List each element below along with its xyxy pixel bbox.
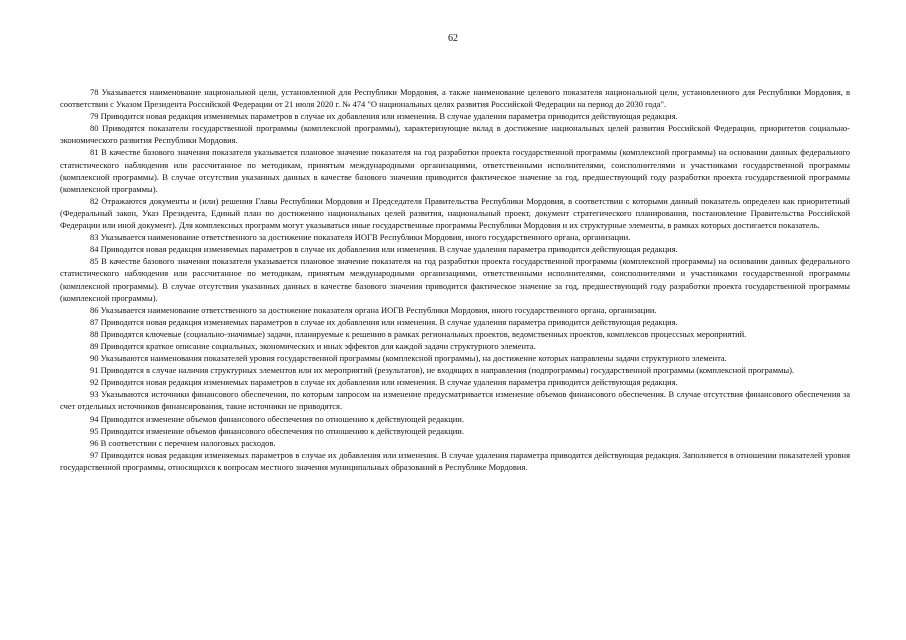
- footnote-79: 79 Приводится новая редакция изменяемых параметров в случае их добавления или изменения. В случае удаления параметра приводится действующая редакция.: [90, 111, 678, 122]
- footnote-82: 82 Отражаются документы и (или) решения Главы Республики Мордовия и Председателя Правительства Республики Мордовия, в соответствии с которыми данный показатель определен как приоритетный (Федеральный закон, Указ Президента, Единый план по достижению национальных целей развития, национальный проект, документ стратегического планирования, постановление Правительства Российской Федерации или иной документ). Для комплексных программ могут указываться иные государственные программы Республики Мордовия и их структурные элементы, в рамках которых достигается показатель.: [60, 195, 850, 231]
- footnote-84: 84 Приводится новая редакция изменяемых параметров в случае их добавления или изменения. В случае удаления параметра приводится действующая редакция.: [90, 244, 678, 255]
- footnote-83: 83 Указывается наименование ответственного за достижение показателя ИОГВ Республики Мордовия, иного государственного органа, организации.: [90, 232, 631, 243]
- footnote-81: 81 В качестве базового значения показателя указывается плановое значение показателя на год разработки проекта государственной программы (комплексной программы) на основании данных федерального статистического наблюдения или рассчитанное по методикам, принятым международными организациями, ответственными исполнителями, соисполнителями и участниками государственной программы (комплексной программы). В случае отсутствия указанных данных в качестве базового значения приводится фактическое значение за год, предшествующий году разработки проекта государственной программы (комплексной программы).: [60, 147, 850, 194]
- footnote-95: 95 Приводится изменение объемов финансового обеспечения по отношению к действующей редакции.: [90, 425, 464, 436]
- footnote-80: 80 Приводятся показатели государственной программы (комплексной программы), характеризующие вклад в достижение национальных целей развития Российской Федерации, приоритетов социально-экономического развития Республики Мордовия.: [60, 123, 850, 146]
- footnote-92: 92 Приводится новая редакция изменяемых параметров в случае их добавления или изменения. В случае удаления параметра приводится действующая редакция.: [90, 377, 678, 388]
- footnote-91: 91 Приводится в случае наличия структурных элементов или их мероприятий (результатов), не входящих в направления (подпрограммы) государственной программы (комплексной программы).: [90, 365, 795, 376]
- footnote-94: 94 Приводится изменение объемов финансового обеспечения по отношению к действующей редакции.: [90, 413, 464, 424]
- footnotes-block: [60, 86, 850, 473]
- page-number: 62: [448, 33, 458, 44]
- footnote-78: 78 Указывается наименование национальной цели, установленной для Республики Мордовия, а также наименование целевого показателя национальной цели, установленного для Республики Мордовия, в соответствии с Указом Президента Российской Федерации от 21 июля 2020 г. № 474 "О национальных целях развития Российской Федерации на период до 2030 года".: [60, 87, 850, 110]
- footnote-96: 96 В соответствии с перечнем налоговых расходов.: [90, 437, 276, 448]
- footnote-89: 89 Приводится краткое описание социальных, экономических и иных эффектов для каждой задачи структурного элемента.: [90, 340, 536, 351]
- footnote-97: 97 Приводится новая редакция изменяемых параметров в случае их добавления или изменения. В случае удаления параметра приводится действующая редакция. Заполняется в отношении показателей уровня государственной программы, относящихся к вопросам местного значения муниципальных образований в Республике Мордовия.: [60, 449, 850, 472]
- footnote-90: 90 Указываются наименования показателей уровня государственной программы (комплексной программы), на достижение которых направлены задачи структурного элемента.: [90, 353, 727, 364]
- footnote-87: 87 Приводится новая редакция изменяемых параметров в случае их добавления или изменения. В случае удаления параметра приводится действующая редакция.: [90, 316, 678, 327]
- footnote-88: 88 Приводятся ключевые (социально-значимые) задачи, планируемые к решению в рамках региональных проектов, ведомственных проектов, комплексов процессных мероприятий.: [90, 328, 747, 339]
- footnote-86: 86 Указывается наименование ответственного за достижение показателя органа ИОГВ Республики Мордовия, иного государственного органа, организации.: [90, 304, 657, 315]
- footnote-85: 85 В качестве базового значения показателя указывается плановое значение показателя на год разработки проекта государственной программы (комплексной программы) на основании данных федерального статистического наблюдения или рассчитанное по методикам, принятым международными организациями, ответственными исполнителями, соисполнителями и участниками государственной программы (комплексной программы). В случае отсутствия указанных данных в качестве базового значения приводится фактическое значение за год, предшествующий году разработки проекта государственной программы (комплексной программы).: [60, 256, 850, 303]
- footnote-93: 93 Указываются источники финансового обеспечения, по которым запросом на изменение предусматривается изменение объемов финансового обеспечения. В случае отсутствия финансового обеспечения за счет отдельных источников финансирования, такие источники не приводятся.: [60, 389, 850, 412]
